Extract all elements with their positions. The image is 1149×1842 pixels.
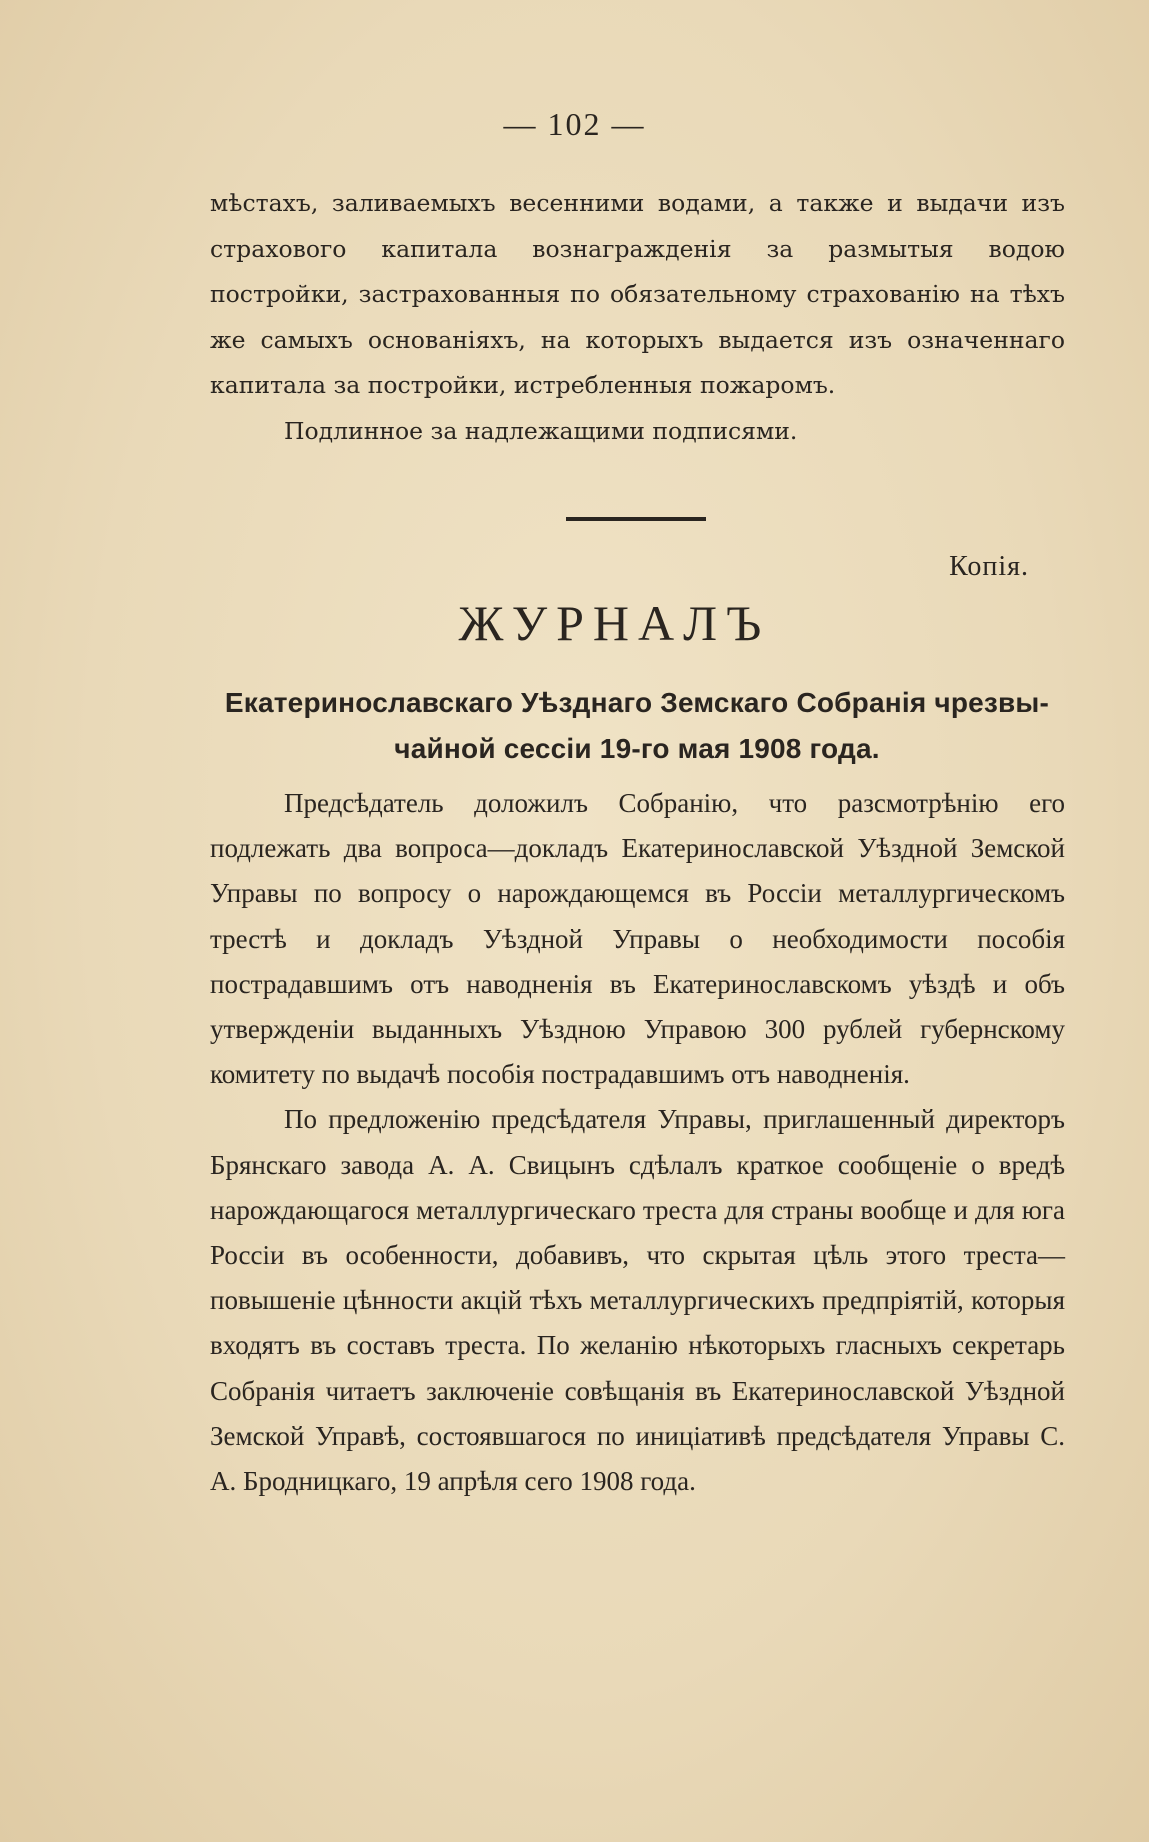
intro-paragraph: мѣстахъ, заливаемыхъ весенними водами, а также и выдачи изъ страхового капитала вознагражденія за размытыя водою постройки, застрахованныя по обязательному страхованію на тѣхъ же самыхъ основаніяхъ, на которыхъ выдается изъ означеннаго капитала за постройки, истребленныя пожаромъ. (210, 189, 1065, 399)
body-paragraph-2: По предложенію предсѣдателя Управы, приглашенный директоръ Брянскаго завода А. А. Свицынъ сдѣлалъ краткое сообщеніе о вредѣ нарождающагося металлургическаго треста для страны вообще и для юга Россіи въ особенности, добавивъ, что скрытая цѣль этого треста—повышеніе цѣнности акцій тѣхъ металлургическихъ предпріятій, которыя входятъ въ составъ треста. По желанію нѣкоторыхъ гласныхъ секретарь Собранія читаетъ заключеніе совѣщанія въ Екатеринославской Уѣздной Земской Управѣ, состоявшагося по иниціативѣ предсѣдателя Управы С. А. Бродницкаго, 19 апрѣля сего 1908 года. (210, 1104, 1065, 1497)
copy-label: Копія. (949, 551, 1029, 582)
signature-line: Подлинное за надлежащими подписями. (284, 416, 798, 445)
journal-title: ЖУРНАЛЪ (458, 595, 771, 651)
section-divider (566, 517, 706, 521)
subtitle-line-1: Екатеринославскаго Уѣзднаго Земскаго Собранія чрезвы- (224, 687, 1050, 718)
page-number: — 102 — (503, 106, 646, 142)
body-section (210, 781, 1065, 1504)
journal-subtitle (208, 680, 1066, 772)
intro-section (210, 181, 1065, 454)
subtitle-line-2: чайной сессіи 19-го мая 1908 года. (394, 733, 880, 764)
body-paragraph-1: Предсѣдатель доложилъ Собранію, что разсмотрѣнію его подлежать два вопроса—докладъ Екатеринославской Уѣздной Земской Управы по вопросу о нарождающемся въ Россіи металлургическомъ трестѣ и докладъ Уѣздной Управы о необходимости пособія пострадавшимъ отъ наводненія въ Екатеринославскомъ уѣздѣ и объ утвержденіи выданныхъ Уѣздною Управою 300 рублей губернскому комитету по выдачѣ пособія пострадавшимъ отъ наводненія. (210, 788, 1065, 1090)
